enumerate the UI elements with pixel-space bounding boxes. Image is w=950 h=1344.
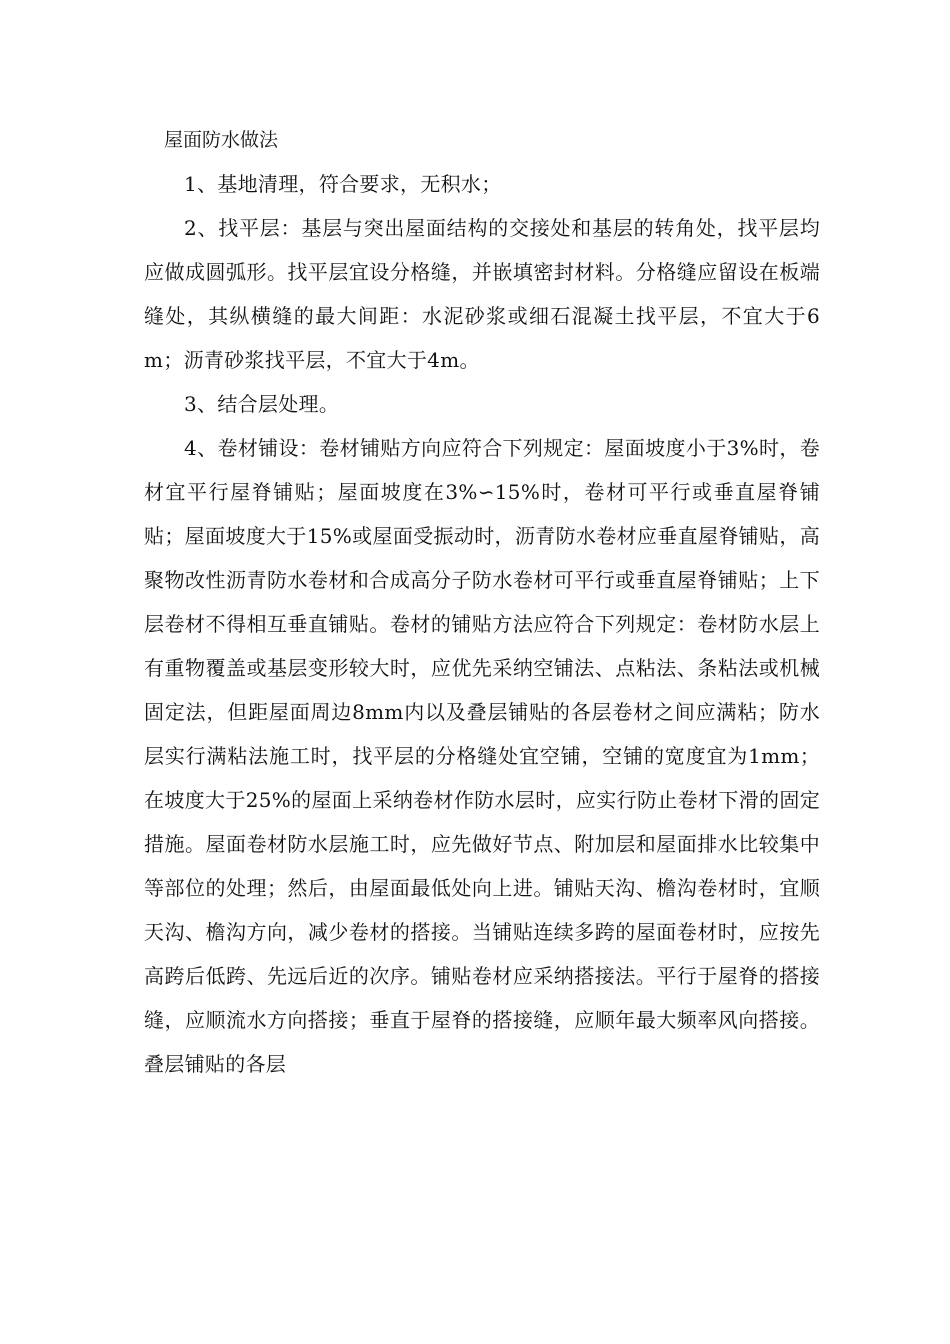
paragraph-1: 1、基地清理，符合要求，无积水； <box>184 172 502 196</box>
document-title: 屋面防水做法 <box>164 129 279 151</box>
paragraph-2: 2、找平层：基层与突出屋面结构的交接处和基层的转角处，找平层均应做成圆弧形。找平层宜设分格缝，并嵌填密封材料。分格缝应留设在板端缝处，其纵横缝的最大间距：水泥砂浆或细石混凝土找平层，不宜大于6m；沥青砂浆找平层，不宜大于4m。 <box>144 216 820 372</box>
paragraph-4: 4、卷材铺设：卷材铺贴方向应符合下列规定：屋面坡度小于3%时，卷材宜平行屋脊铺贴；屋面坡度在3%∽15%时，卷材可平行或垂直屋脊铺贴；屋面坡度大于15%或屋面受振动时，沥青防水卷材应垂直屋脊铺贴，高聚物改性沥青防水卷材和合成高分子防水卷材可平行或垂直屋脊铺贴；上下层卷材不得相互垂直铺贴。卷材的铺贴方法应符合下列规定：卷材防水层上有重物覆盖或基层变形较大时，应优先采纳空铺法、点粘法、条粘法或机械固定法，但距屋面周边8mm内以及叠层铺贴的各层卷材之间应满粘；防水层实行满粘法施工时，找平层的分格缝处宜空铺，空铺的宽度宜为1mm；在坡度大于25%的屋面上采纳卷材作防水层时，应实行防止卷材下滑的固定措施。屋面卷材防水层施工时，应先做好节点、附加层和屋面排水比较集中等部位的处理；然后，由屋面最低处向上进。铺贴天沟、檐沟卷材时，宜顺天沟、檐沟方向，减少卷材的搭接。当铺贴连续多跨的屋面卷材时，应按先高跨后低跨、先远后近的次序。铺贴卷材应采纳搭接法。平行于屋脊的搭接缝，应顺流水方向搭接；垂直于屋脊的搭接缝，应顺年最大频率风向搭接。叠层铺贴的各层 <box>144 436 820 1076</box>
paragraph-3: 3、结合层处理。 <box>184 392 340 416</box>
document-body <box>144 162 820 1086</box>
